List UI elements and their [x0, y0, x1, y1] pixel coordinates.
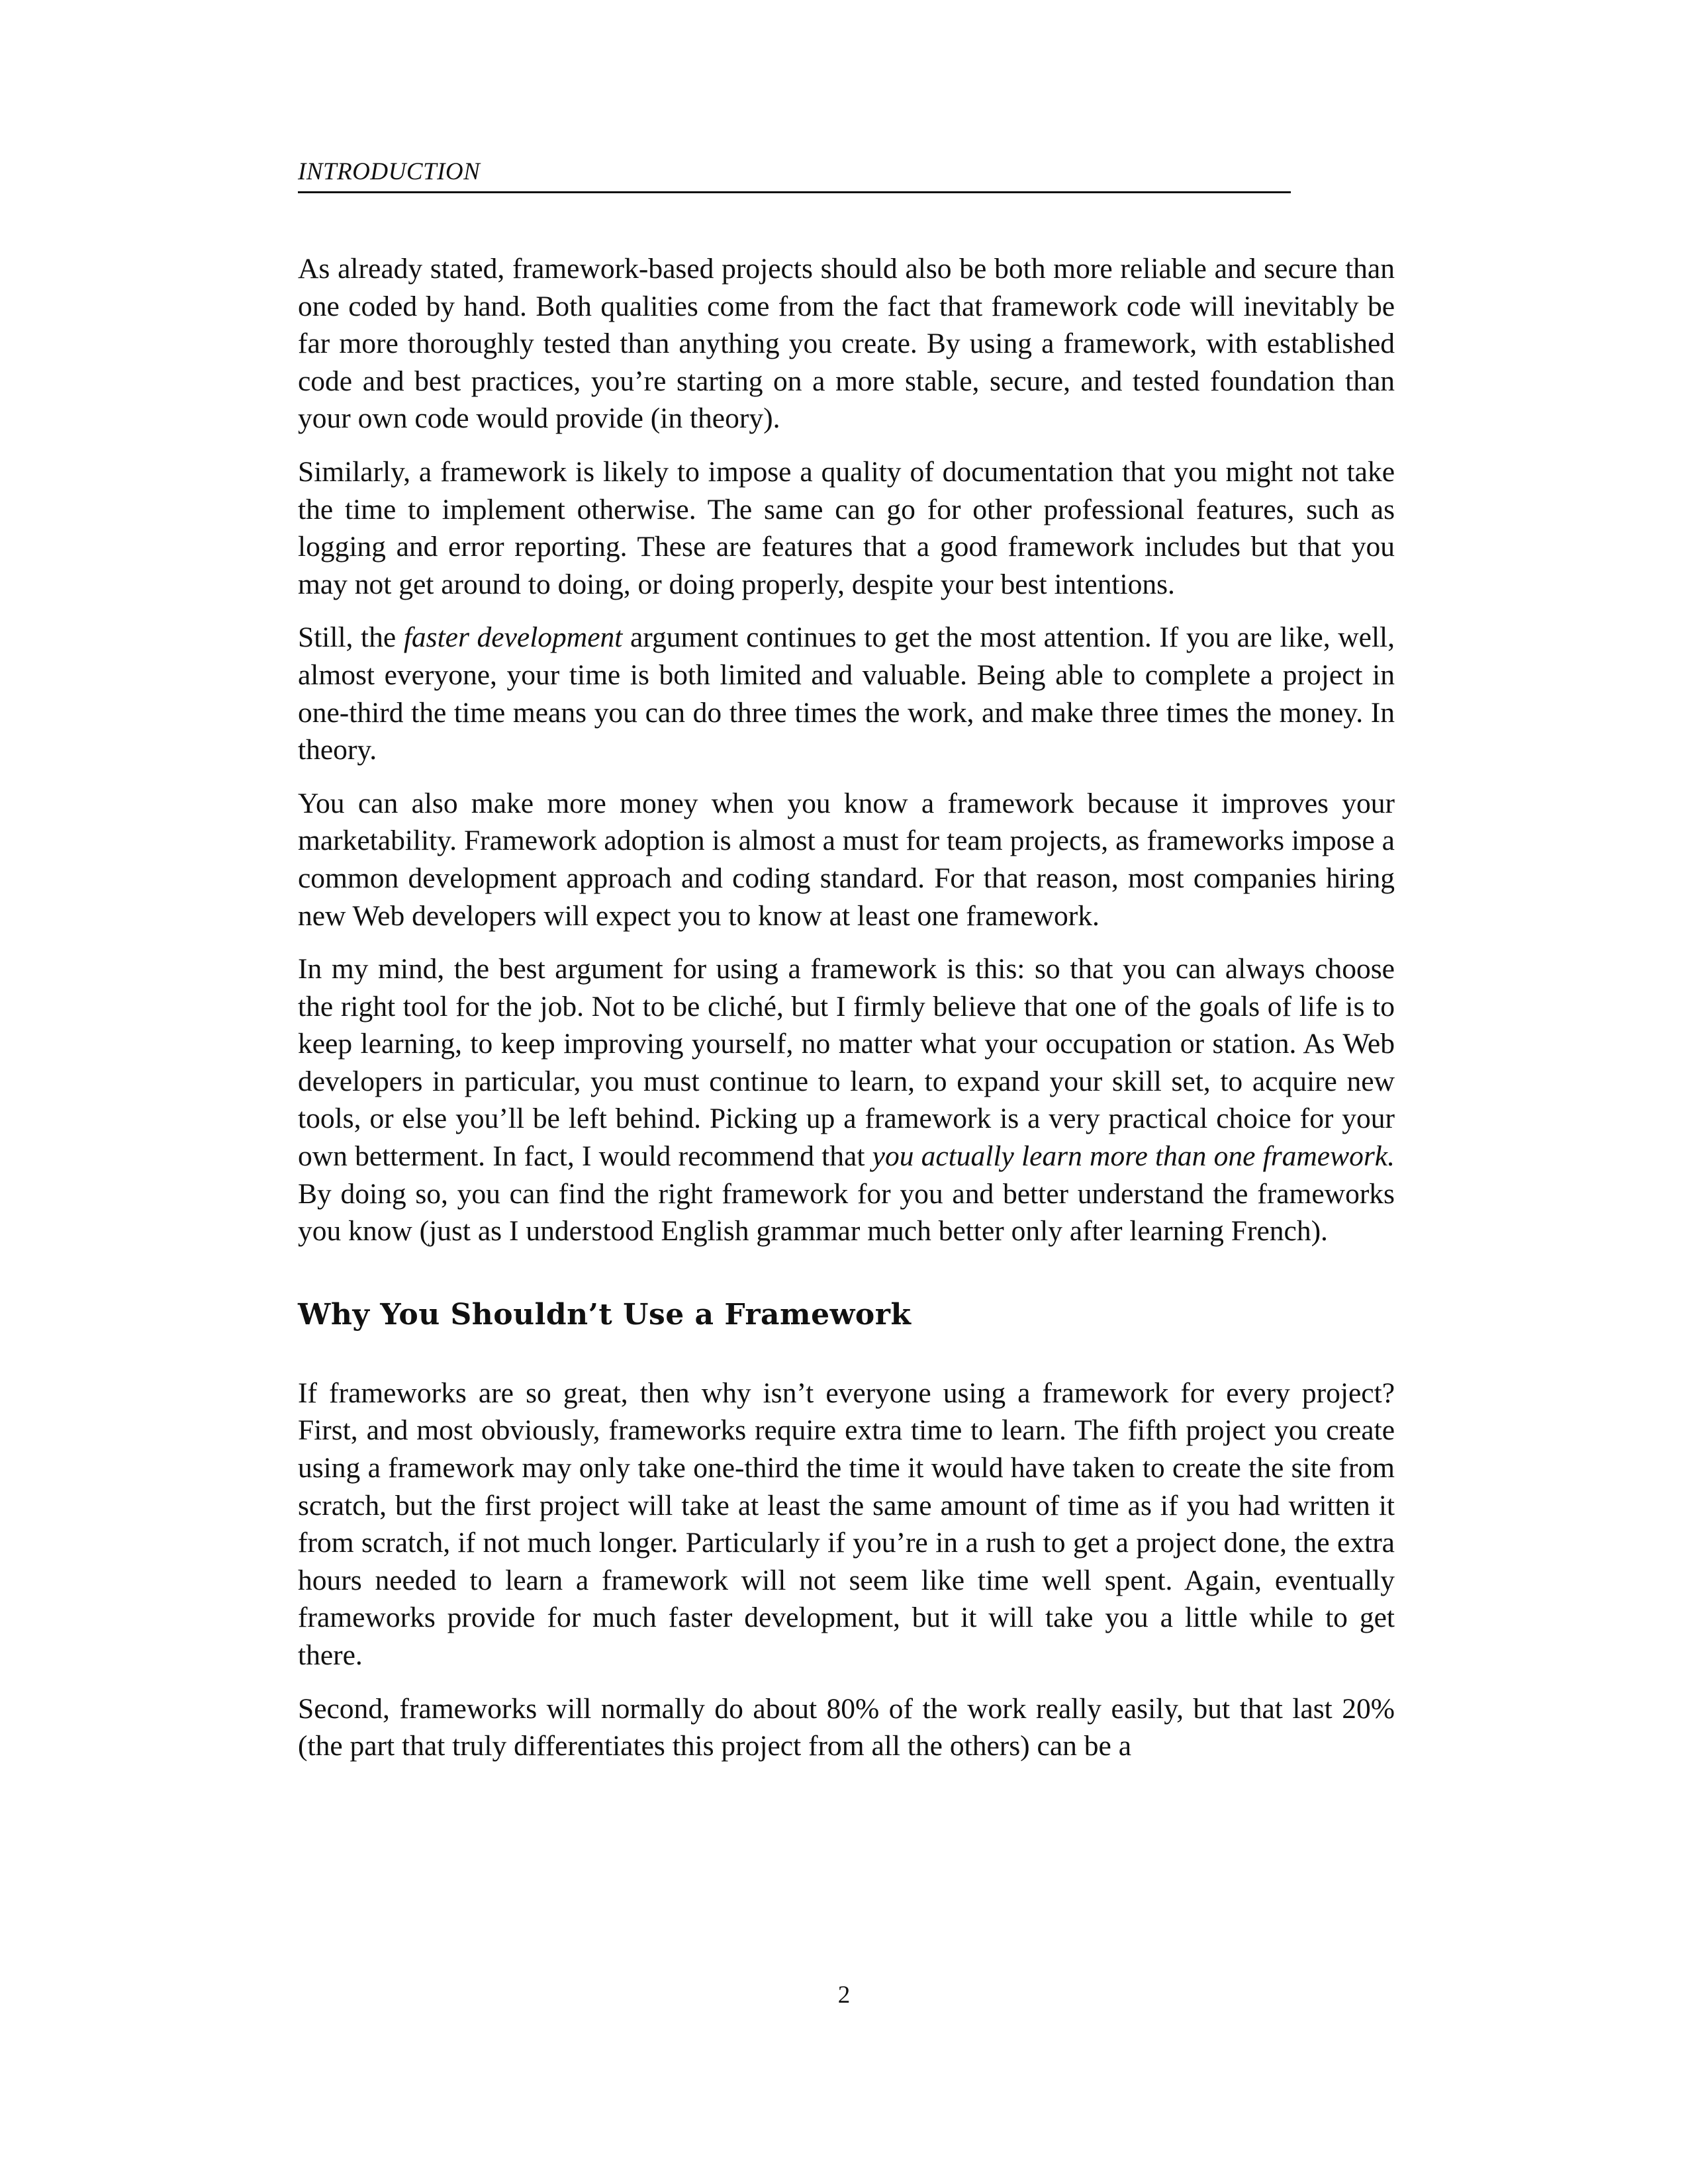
paragraph-right-tool	[298, 950, 1395, 1250]
section-heading: Why You Shouldn’t Use a Framework	[298, 1297, 912, 1332]
paragraph-learning-time: If frameworks are so great, then why isn’t everyone using a framework for every project? First, and most obviously, frameworks require extra time to learn. The fifth project you create using a framework may only take one-third the time it would have taken to create the site from scratch, but the first project will take at least the same amount of time as if you had written it from scratch, if not much longer. Particularly if you’re in a rush to get a project done, the extra hours needed to learn a framework will not seem like time well spent. Again, eventually frameworks provide for much faster development, but it will take you a little while to get there.	[298, 1377, 1395, 1671]
paragraph-text: argument continues to get the most attention. If you are like, well, almost everyone, your time is both limited and valuable. Being able to complete a project in one-third the time means you can do three times the work, and make three times the money. In theory.	[298, 621, 1395, 766]
paragraph-text: By doing so, you can find the right framework for you and better understand the frameworks you know (just as I understood English grammar much better only after learning French).	[298, 1177, 1395, 1248]
paragraph-eighty-percent: Second, frameworks will normally do about 80% of the work really easily, but that last 20% (the part that truly differentiates this project from all the others) can be a	[298, 1692, 1395, 1762]
emphasis-learn-more: you actually learn more than one framework.	[872, 1140, 1395, 1173]
paragraph-text: Similarly, a framework is likely to impose a quality of documentation that you might not take the time to implement otherwise. The same can go for other professional features, such as logging and error reporting. These are features that a good framework includes but that you may not get around to doing, or doing properly, despite your best intentions.	[298, 455, 1395, 600]
paragraph-text: You can also make more money when you know a framework because it improves your marketability. Framework adoption is almost a must for team projects, as frameworks impose a common development approach and coding standard. For that reason, most companies hiring new Web developers will expect you to know at least one framework.	[298, 787, 1395, 932]
body-text	[298, 250, 1395, 1781]
running-head: INTRODUCTION	[298, 158, 481, 185]
paragraph-reliability	[298, 250, 1395, 437]
paragraph-documentation	[298, 453, 1395, 603]
emphasis-faster-development: faster development	[403, 621, 623, 654]
paragraph-faster-development	[298, 619, 1395, 768]
paragraph-text: Still, the	[298, 621, 404, 654]
header-rule	[298, 191, 1291, 193]
paragraph-text: In my mind, the best argument for using a framework is this: so that you can always choose the right tool for the job. Not to be cliché, but I firmly believe that one of the goals of life is to keep learning, to keep improving yourself, no matter what your occupation or station. As Web developers in particular, you must continue to learn, to expand your skill set, to acquire new tools, or else you’ll be left behind. Picking up a framework is a very practical choice for your own betterment. In fact, I would recommend that	[298, 953, 1395, 1173]
page-number: 2	[837, 1981, 851, 2009]
paragraph-text: As already stated, framework-based projects should also be both more reliable and secure than one coded by hand. Both qualities come from the fact that framework code will inevitably be far more thoroughly tested than anything you create. By using a framework, with established code and best practices, you’re starting on a more stable, secure, and tested foundation than your own code would provide (in theory).	[298, 253, 1395, 435]
paragraph-marketability	[298, 785, 1395, 934]
